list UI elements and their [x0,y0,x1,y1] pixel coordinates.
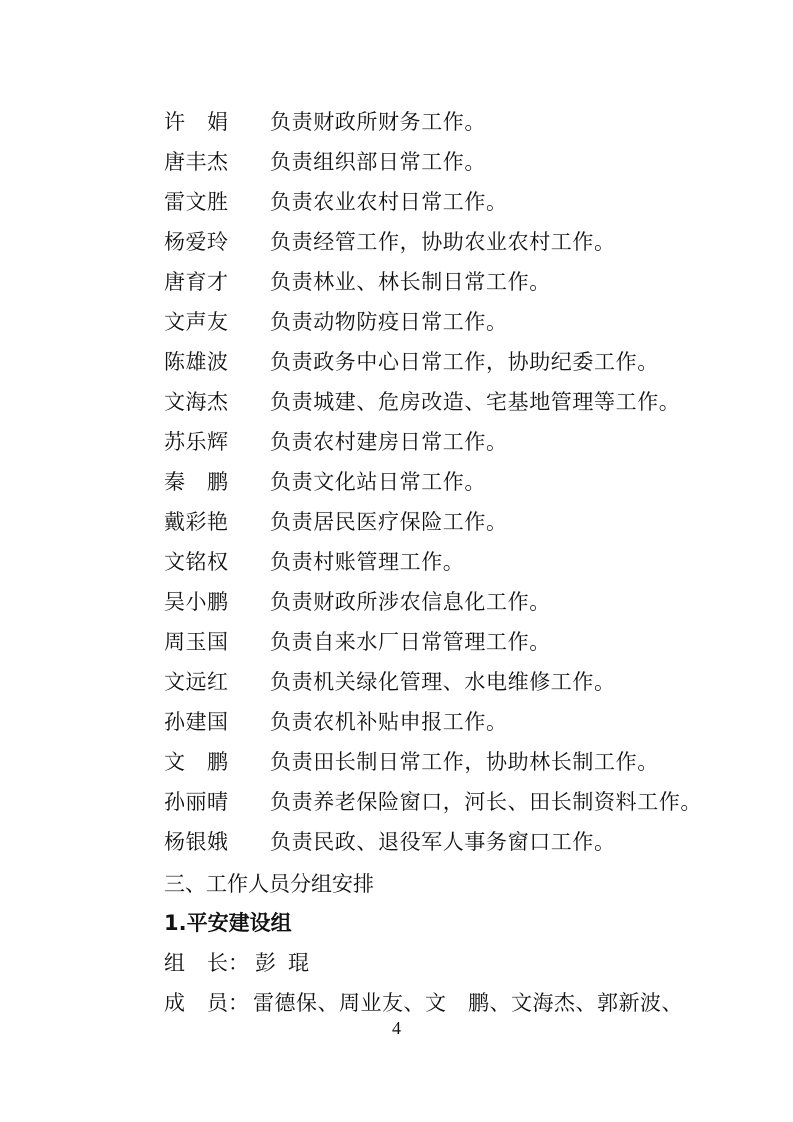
duty-row [164,302,724,342]
duty-row [164,662,724,702]
duty-description: 负责文化站日常工作。 [270,470,486,494]
members-label: 成 员 [164,991,228,1015]
person-name: 唐育才 [164,270,228,294]
duty-description: 负责经管工作，协助农业农村工作。 [270,230,616,254]
person-name: 杨银娥 [164,830,228,854]
leader-colon: ： [228,951,249,975]
duty-row [164,182,724,222]
duty-row [164,342,724,382]
person-name: 文声友 [164,310,228,334]
duty-row [164,542,724,582]
duty-description: 负责居民医疗保险工作。 [270,510,508,534]
duty-row [164,382,724,422]
duty-description: 负责城建、危房改造、宅基地管理等工作。 [270,390,681,414]
duty-description: 负责民政、退役军人事务窗口工作。 [270,830,616,854]
duty-row [164,742,724,782]
duty-description: 负责农村建房日常工作。 [270,430,508,454]
person-name: 秦 鹏 [164,470,228,494]
duty-description: 负责养老保险窗口，河长、田长制资料工作。 [270,790,702,814]
duty-row [164,782,724,822]
duty-description: 负责政务中心日常工作，协助纪委工作。 [270,350,659,374]
person-name: 孙建国 [164,710,228,734]
person-name: 戴彩艳 [164,510,228,534]
person-name: 文远红 [164,670,228,694]
person-name: 杨爱玲 [164,230,228,254]
duty-description: 负责农机补贴申报工作。 [270,710,508,734]
person-name: 文铭权 [164,550,228,574]
leader-name: 彭 琨 [255,951,309,975]
group-members-line [164,983,683,1023]
duty-row [164,502,724,542]
person-name: 陈雄波 [164,350,228,374]
duty-row [164,702,724,742]
duty-row [164,142,724,182]
duty-description: 负责组织部日常工作。 [270,150,486,174]
person-name: 苏乐辉 [164,430,228,454]
person-name: 周玉国 [164,630,228,654]
duty-description: 负责财政所涉农信息化工作。 [270,590,551,614]
duty-description: 负责动物防疫日常工作。 [270,310,508,334]
duty-description: 负责机关绿化管理、水电维修工作。 [270,670,616,694]
duty-description: 负责田长制日常工作，协助林长制工作。 [270,750,659,774]
section-heading: 三、工作人员分组安排 [164,872,374,896]
group-leader-line [164,943,309,983]
duty-description: 负责自来水厂日常管理工作。 [270,630,551,654]
leader-label: 组 长 [164,951,228,975]
duty-description: 负责村账管理工作。 [270,550,465,574]
duty-row [164,462,724,502]
duty-list [164,102,724,862]
members-list: 雷德保、周业友、文 鹏、文海杰、郭新波、 [253,991,683,1015]
duty-row [164,102,724,142]
person-name: 雷文胜 [164,190,228,214]
members-colon: ： [228,991,249,1015]
duty-row [164,822,724,862]
duty-row [164,262,724,302]
person-name: 唐丰杰 [164,150,228,174]
page-number: 4 [392,1018,401,1038]
person-name: 孙丽晴 [164,790,228,814]
person-name: 吴小鹏 [164,590,228,614]
duty-description: 负责农业农村日常工作。 [270,190,508,214]
duty-row [164,622,724,662]
duty-row [164,582,724,622]
duty-row [164,422,724,462]
duty-description: 负责林业、林长制日常工作。 [270,270,551,294]
group-title: 1.平安建设组 [164,911,292,935]
person-name: 文 鹏 [164,750,228,774]
duty-description: 负责财政所财务工作。 [270,110,486,134]
duty-row [164,222,724,262]
person-name: 文海杰 [164,390,228,414]
person-name: 许 娟 [164,110,228,134]
